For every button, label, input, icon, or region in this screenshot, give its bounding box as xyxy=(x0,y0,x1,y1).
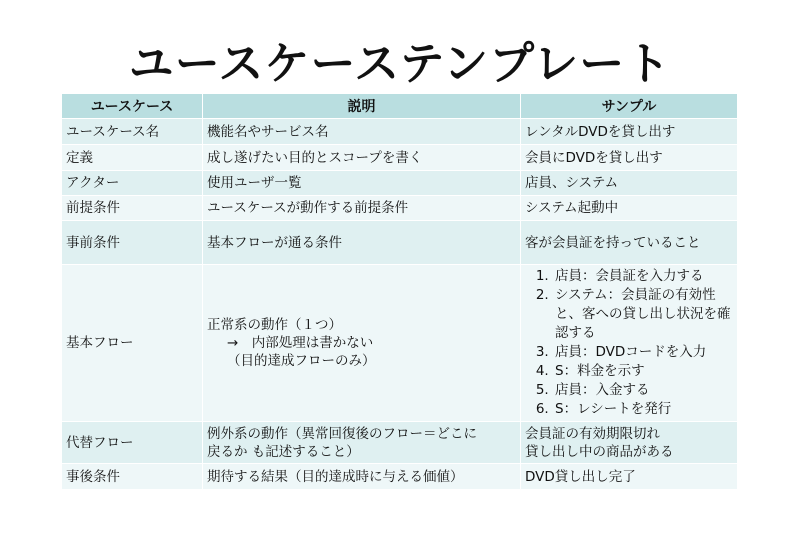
row-description: 成し遂げたい目的とスコープを書く xyxy=(203,145,521,171)
row-description: ユースケースが動作する前提条件 xyxy=(203,196,521,221)
row-description xyxy=(203,265,521,422)
desc-line: → 内部処理は書かない xyxy=(227,335,374,351)
header-row xyxy=(62,94,738,119)
row-sample xyxy=(521,265,738,422)
basic-flow-steps xyxy=(525,267,733,419)
usecase-table xyxy=(61,93,738,490)
row-sample: 会員にDVDを貸し出す xyxy=(521,145,738,171)
flow-step: 3. 店員：DVDコードを入力 xyxy=(553,343,733,362)
flow-step: 6. S：レシートを発行 xyxy=(553,400,733,419)
flow-step: 5. 店員：入金する xyxy=(553,381,733,400)
row-item: アクター xyxy=(62,171,203,196)
row-sample: DVD貸し出し完了 xyxy=(521,464,738,490)
desc-line: 戻るか も記述すること） xyxy=(207,443,360,460)
row-item: 定義 xyxy=(62,145,203,171)
table-row xyxy=(62,171,738,196)
desc-line: 例外系の動作（異常回復後のフロー＝どこに xyxy=(207,425,477,442)
table-row xyxy=(62,145,738,171)
row-item: 前提条件 xyxy=(62,196,203,221)
row-description xyxy=(203,422,521,464)
header-sample: サンプル xyxy=(521,94,738,119)
table-row xyxy=(62,464,738,490)
desc-line: 正常系の動作（１つ） xyxy=(207,317,342,333)
row-sample: 客が会員証を持っていること xyxy=(521,221,738,265)
table-row xyxy=(62,422,738,464)
table-row xyxy=(62,221,738,265)
header-usecase: ユースケース xyxy=(62,94,203,119)
flow-step: 4. S：料金を示す xyxy=(553,362,733,381)
row-item: 基本フロー xyxy=(62,265,203,422)
sample-line: 会員証の有効期限切れ xyxy=(525,425,660,442)
sample-line: 貸し出し中の商品がある xyxy=(525,443,674,460)
table-row xyxy=(62,196,738,221)
row-item: ユースケース名 xyxy=(62,119,203,145)
row-item: 事前条件 xyxy=(62,221,203,265)
row-sample: 店員、システム xyxy=(521,171,738,196)
desc-line: （目的達成フローのみ） xyxy=(227,353,376,369)
flow-step: 2. システム：会員証の有効性と、客への貸し出し状況を確認する xyxy=(553,286,733,343)
slide-title: ユースケーステンプレート xyxy=(128,37,672,90)
row-description: 機能名やサービス名 xyxy=(203,119,521,145)
header-description: 説明 xyxy=(203,94,521,119)
row-sample: システム起動中 xyxy=(521,196,738,221)
flow-step: 1. 店員：会員証を入力する xyxy=(553,267,733,286)
row-description: 基本フローが通る条件 xyxy=(203,221,521,265)
row-sample: レンタルDVDを貸し出す xyxy=(521,119,738,145)
row-sample xyxy=(521,422,738,464)
table-row xyxy=(62,265,738,422)
row-item: 代替フロー xyxy=(62,422,203,464)
row-description: 使用ユーザ一覧 xyxy=(203,171,521,196)
row-description: 期待する結果（目的達成時に与える価値） xyxy=(203,464,521,490)
table-row xyxy=(62,119,738,145)
row-item: 事後条件 xyxy=(62,464,203,490)
